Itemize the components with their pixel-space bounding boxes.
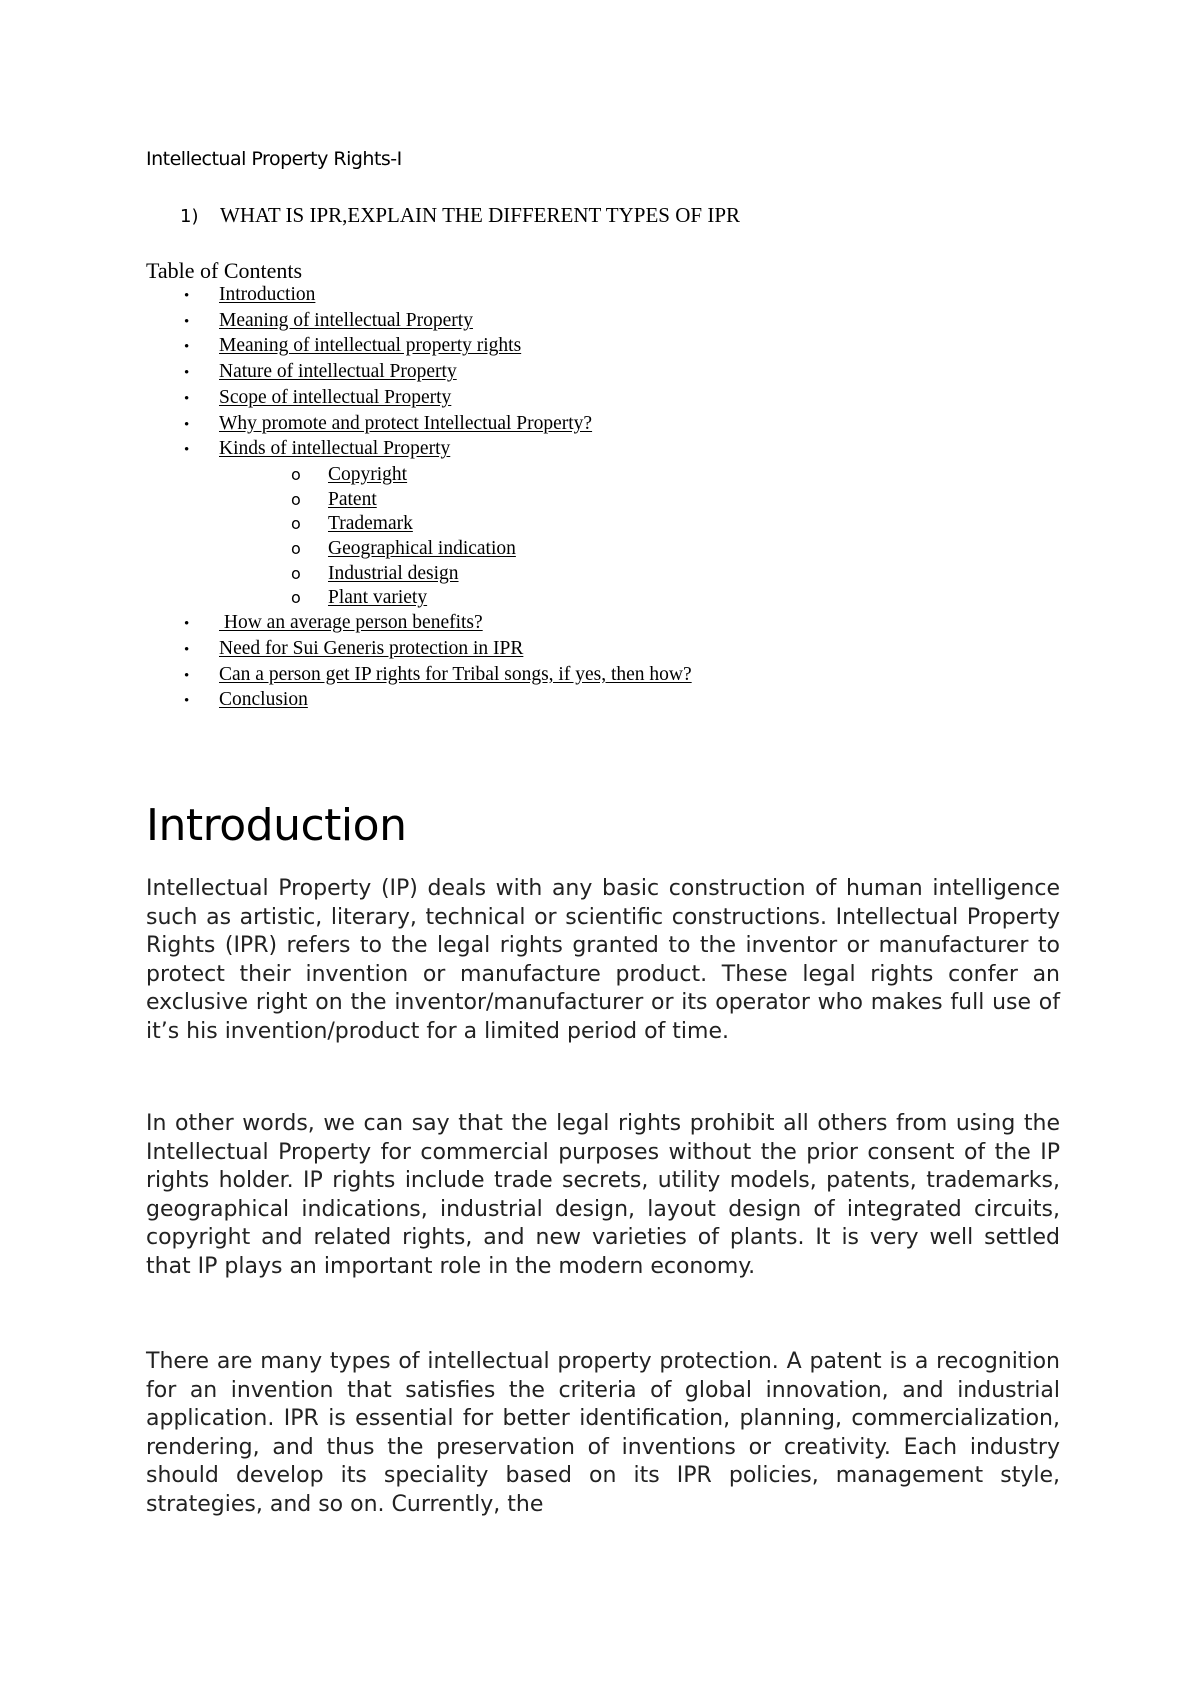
- toc-item: [146, 688, 692, 714]
- toc-sub-item: [146, 562, 692, 587]
- toc-link-average-person[interactable]: How an average person benefits?: [219, 612, 483, 634]
- bullet-icon: •: [184, 442, 190, 459]
- toc-link-kinds[interactable]: Kinds of intellectual Property: [219, 438, 451, 460]
- toc-item: [146, 386, 692, 412]
- bullet-icon: •: [184, 313, 190, 330]
- sub-bullet-icon: o: [291, 539, 301, 559]
- bullet-icon: •: [184, 641, 190, 658]
- table-of-contents: [146, 283, 692, 714]
- toc-link-meaning-ip[interactable]: Meaning of intellectual Property: [219, 309, 473, 331]
- toc-link-patent[interactable]: Patent: [328, 488, 377, 510]
- toc-heading: Table of Contents: [146, 258, 303, 283]
- sub-bullet-icon: o: [291, 563, 301, 583]
- toc-sub-item: [146, 463, 692, 488]
- sub-bullet-icon: o: [291, 489, 301, 509]
- toc-link-tribal-songs[interactable]: Can a person get IP rights for Tribal songs, if yes, then how?: [219, 663, 692, 685]
- toc-item: [146, 412, 692, 438]
- introduction-paragraph-1: Intellectual Property (IP) deals with any basic construction of human intelligence such as artistic, literary, technical or scientific constructions. Intellectual Property Rights (IPR) refers to the legal rights granted to the inventor or manufacturer to protect their invention or manufacture product. These legal rights confer an exclusive right on the inventor/manufacturer or its operator who makes full use of it’s his invention/product for a limited period of time.: [146, 876, 1060, 1044]
- toc-link-copyright[interactable]: Copyright: [328, 463, 408, 485]
- question-text: WHAT IS IPR,EXPLAIN THE DIFFERENT TYPES OF IPR: [220, 203, 741, 227]
- toc-link-industrial-design[interactable]: Industrial design: [328, 562, 459, 584]
- toc-link-plant-variety[interactable]: Plant variety: [328, 587, 428, 609]
- toc-item: [146, 663, 692, 689]
- toc-item: [146, 637, 692, 663]
- bullet-icon: •: [184, 390, 190, 407]
- toc-item: [146, 360, 692, 386]
- toc-sub-item: [146, 537, 692, 562]
- toc-link-why-promote[interactable]: Why promote and protect Intellectual Property?: [219, 412, 593, 434]
- sub-bullet-icon: o: [291, 464, 301, 484]
- toc-link-meaning-ipr[interactable]: Meaning of intellectual property rights: [219, 335, 522, 357]
- toc-sub-item: [146, 488, 692, 513]
- toc-item: [146, 309, 692, 335]
- toc-link-conclusion[interactable]: Conclusion: [219, 689, 308, 711]
- toc-item: [146, 334, 692, 360]
- bullet-icon: •: [184, 693, 190, 710]
- toc-sub-item: [146, 512, 692, 537]
- bullet-icon: •: [184, 288, 190, 304]
- bullet-icon: •: [184, 667, 190, 684]
- introduction-paragraph-3: There are many types of intellectual property protection. A patent is a recognition for an invention that satisfies the criteria of global innovation, and industrial application. IPR is essential for better identification, planning, commercialization, rendering, and thus the preservation of inventions or creativity. Each industry should develop its speciality based on its IPR policies, management style, strategies, and so on. Currently, the: [146, 1349, 1060, 1517]
- introduction-heading: Introduction: [146, 800, 407, 851]
- toc-link-sui-generis[interactable]: Need for Sui Generis protection in IPR: [219, 637, 524, 659]
- toc-item: [146, 437, 692, 463]
- introduction-paragraph-2: In other words, we can say that the legal rights prohibit all others from using the Intellectual Property for commercial purposes without the prior consent of the IP rights holder. IP rights include trade secrets, utility models, patents, trademarks, geographical indications, industrial design, layout design of integrated circuits, copyright and related rights, and new varieties of plants. It is very well settled that IP plays an important role in the modern economy.: [146, 1111, 1060, 1279]
- document-title: Intellectual Property Rights-I: [146, 148, 402, 170]
- question-number: 1): [180, 206, 199, 227]
- toc-link-scope[interactable]: Scope of intellectual Property: [219, 386, 452, 408]
- toc-link-geographical-indication[interactable]: Geographical indication: [328, 538, 516, 560]
- sub-bullet-icon: o: [291, 514, 301, 534]
- sub-bullet-icon: o: [291, 588, 301, 608]
- question-heading: [180, 203, 740, 228]
- bullet-icon: •: [184, 616, 190, 633]
- toc-item: [146, 611, 692, 637]
- toc-item: [146, 283, 692, 309]
- toc-link-trademark[interactable]: Trademark: [328, 513, 413, 535]
- toc-link-nature[interactable]: Nature of intellectual Property: [219, 361, 457, 383]
- bullet-icon: •: [184, 339, 190, 356]
- toc-sub-item: [146, 586, 692, 611]
- bullet-icon: •: [184, 365, 190, 382]
- bullet-icon: •: [184, 416, 190, 433]
- toc-link-introduction[interactable]: Introduction: [219, 284, 316, 305]
